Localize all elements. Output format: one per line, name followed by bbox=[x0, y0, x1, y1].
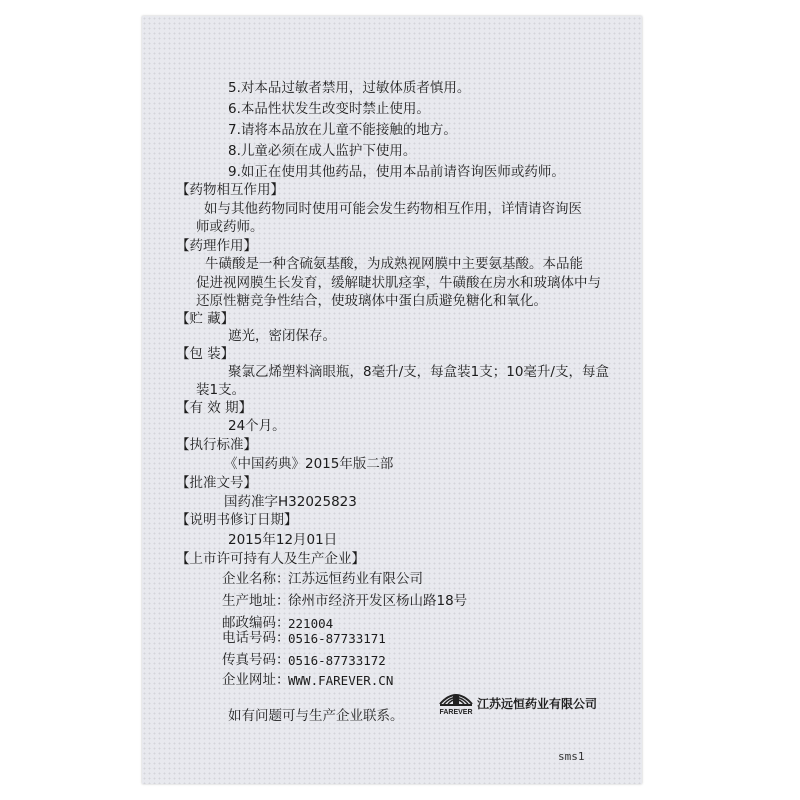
storage-text: 遮光，密闭保存。 bbox=[228, 328, 336, 344]
standard-text: 《中国药典》2015年版二部 bbox=[224, 456, 394, 472]
precaution-item: 9.如正在使用其他药品，使用本品前请咨询医师或药师。 bbox=[228, 164, 565, 180]
section-heading-manufacturer: 【上市许可持有人及生产企业】 bbox=[176, 551, 365, 567]
manufacturer-field-value: 0516-87733171 bbox=[288, 631, 386, 646]
section-heading-revision: 【说明书修订日期】 bbox=[176, 512, 298, 528]
section-heading-validity: 【有 效 期】 bbox=[176, 400, 253, 416]
section-heading-approval: 【批准文号】 bbox=[176, 475, 257, 491]
section-heading-interactions: 【药物相互作用】 bbox=[176, 182, 284, 198]
interactions-text: 如与其他药物同时使用可能会发生药物相互作用，详情请咨询医 bbox=[204, 201, 582, 217]
packaging-text: 聚氯乙烯塑料滴眼瓶，8毫升/支，每盒装1支；10毫升/支，每盒 bbox=[228, 364, 609, 380]
manufacturer-field-value: WWW.FAREVER.CN bbox=[288, 673, 394, 688]
farever-logo-icon bbox=[438, 684, 474, 716]
print-code-mark: sms1 bbox=[558, 750, 585, 763]
precaution-item: 6.本品性状发生改变时禁止使用。 bbox=[228, 101, 430, 117]
manufacturer-field-value: 徐州市经济开发区杨山路18号 bbox=[288, 593, 468, 609]
revision-date: 2015年12月01日 bbox=[228, 532, 338, 548]
manufacturer-field-value: 221004 bbox=[288, 616, 334, 631]
interactions-text: 师或药师。 bbox=[196, 219, 264, 235]
logo-brand-text: FAREVER bbox=[439, 709, 473, 716]
pharmacology-text: 还原性糖竞争性结合，使玻璃体中蛋白质避免糖化和氧化。 bbox=[196, 293, 547, 309]
pharmacology-text: 促进视网膜生长发育，缓解睫状肌痉挛，牛磺酸在房水和玻璃体中与 bbox=[196, 275, 601, 291]
precaution-item: 5.对本品过敏者禁用，过敏体质者慎用。 bbox=[228, 80, 471, 96]
manufacturer-field-label: 传真号码： bbox=[222, 652, 290, 668]
validity-text: 24个月。 bbox=[228, 418, 286, 434]
pharmacology-text: 牛磺酸是一种含硫氨基酸，为成熟视网膜中主要氨基酸。本品能 bbox=[205, 256, 583, 272]
section-heading-standard: 【执行标准】 bbox=[176, 437, 257, 453]
packaging-text: 装1支。 bbox=[196, 382, 246, 398]
precaution-item: 7.请将本品放在儿童不能接触的地方。 bbox=[228, 122, 457, 138]
manufacturer-field-value: 0516-87733172 bbox=[288, 653, 386, 668]
logo-company-name: 江苏远恒药业有限公司 bbox=[477, 697, 598, 711]
contact-note: 如有问题可与生产企业联系。 bbox=[228, 708, 404, 724]
approval-number: 国药准字H32025823 bbox=[224, 494, 357, 510]
manufacturer-field-label: 生产地址： bbox=[222, 593, 290, 609]
precaution-item: 8.儿童必须在成人监护下使用。 bbox=[228, 143, 417, 159]
manufacturer-field-label: 企业名称： bbox=[222, 571, 290, 587]
section-heading-packaging: 【包 装】 bbox=[176, 346, 235, 362]
section-heading-pharmacology: 【药理作用】 bbox=[176, 238, 257, 254]
manufacturer-field-value: 江苏远恒药业有限公司 bbox=[288, 571, 423, 587]
manufacturer-field-label: 企业网址： bbox=[222, 672, 290, 688]
manufacturer-field-label: 电话号码： bbox=[222, 630, 290, 646]
section-heading-storage: 【贮 藏】 bbox=[176, 311, 235, 327]
manufacturer-field-label: 邮政编码： bbox=[222, 615, 290, 631]
